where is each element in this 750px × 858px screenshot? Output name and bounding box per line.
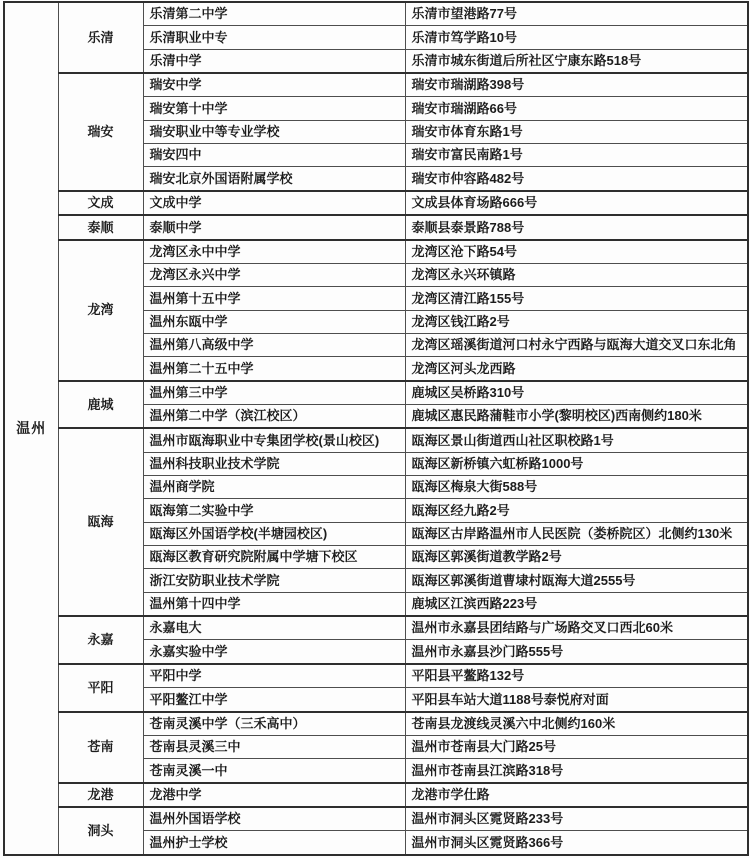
school-address-cell: 温州市永嘉县沙门路555号 — [405, 640, 748, 664]
school-name-cell: 瓯海第二实验中学 — [143, 499, 405, 522]
school-address-cell: 平阳县平鳌路132号 — [405, 664, 748, 688]
table-row — [4, 783, 748, 807]
school-address-cell: 瑞安市体育东路1号 — [405, 120, 748, 143]
school-address-cell: 瓯海区梅泉大街588号 — [405, 476, 748, 499]
school-address-cell: 龙湾区瑶溪街道河口村永宁西路与瓯海大道交叉口东北角 — [405, 333, 748, 356]
school-address-cell: 瓯海区景山街道西山社区职校路1号 — [405, 428, 748, 452]
school-name-cell: 龙湾区永兴中学 — [143, 264, 405, 287]
school-name-cell: 乐清第二中学 — [143, 2, 405, 26]
school-address-cell: 瓯海区新桥镇六虹桥路1000号 — [405, 452, 748, 475]
school-name-cell: 苍南灵溪一中 — [143, 759, 405, 783]
school-address-table — [3, 1, 749, 856]
school-address-cell: 鹿城区惠民路蒲鞋市小学(黎明校区)西南侧约180米 — [405, 405, 748, 429]
school-name-cell: 温州第八高级中学 — [143, 333, 405, 356]
school-address-cell: 文成县体育场路666号 — [405, 191, 748, 215]
table-row — [4, 215, 748, 239]
school-name-cell: 温州第二十五中学 — [143, 357, 405, 381]
school-address-cell: 瑞安市富民南路1号 — [405, 144, 748, 167]
school-address-cell: 瓯海区郭溪街道教学路2号 — [405, 546, 748, 569]
school-name-cell: 温州外国语学校 — [143, 807, 405, 831]
table-row — [4, 73, 748, 97]
table-row — [4, 381, 748, 405]
school-address-cell: 温州市洞头区霓贤路233号 — [405, 807, 748, 831]
school-address-cell: 泰顺县泰景路788号 — [405, 215, 748, 239]
school-address-cell: 龙湾区沧下路54号 — [405, 240, 748, 264]
table-row — [4, 664, 748, 688]
district-cell-9: 苍南 — [58, 712, 143, 783]
school-name-cell: 平阳中学 — [143, 664, 405, 688]
school-name-cell: 瑞安中学 — [143, 73, 405, 97]
school-name-cell: 温州市瓯海职业中专集团学校(景山校区) — [143, 428, 405, 452]
table-row — [4, 616, 748, 640]
school-address-cell: 瑞安市瑞湖路66号 — [405, 97, 748, 120]
school-name-cell: 温州第二中学（滨江校区） — [143, 405, 405, 429]
city-cell: 温州 — [4, 2, 58, 855]
school-name-cell: 永嘉电大 — [143, 616, 405, 640]
school-name-cell: 瑞安四中 — [143, 144, 405, 167]
school-name-cell: 浙江安防职业技术学院 — [143, 569, 405, 592]
school-name-cell: 瑞安北京外国语附属学校 — [143, 167, 405, 191]
district-cell-8: 平阳 — [58, 664, 143, 712]
table-row — [4, 2, 748, 26]
district-cell-2: 文成 — [58, 191, 143, 215]
district-cell-7: 永嘉 — [58, 616, 143, 664]
district-cell-4: 龙湾 — [58, 240, 143, 381]
school-address-cell: 乐清市望港路77号 — [405, 2, 748, 26]
school-name-cell: 泰顺中学 — [143, 215, 405, 239]
school-name-cell: 温州东瓯中学 — [143, 310, 405, 333]
table-row — [4, 191, 748, 215]
district-cell-1: 瑞安 — [58, 73, 143, 191]
school-name-cell: 温州商学院 — [143, 476, 405, 499]
school-address-cell: 鹿城区江滨西路223号 — [405, 592, 748, 616]
school-address-cell: 温州市苍南县大门路25号 — [405, 735, 748, 758]
school-address-cell: 瓯海区经九路2号 — [405, 499, 748, 522]
school-name-cell: 苍南县灵溪三中 — [143, 735, 405, 758]
school-name-cell: 乐清职业中专 — [143, 26, 405, 49]
district-cell-11: 洞头 — [58, 807, 143, 855]
school-name-cell: 瓯海区教育研究院附属中学塘下校区 — [143, 546, 405, 569]
school-name-cell: 文成中学 — [143, 191, 405, 215]
school-name-cell: 平阳鳌江中学 — [143, 688, 405, 712]
table-row — [4, 240, 748, 264]
school-table-body — [4, 2, 748, 855]
school-address-cell: 龙湾区河头龙西路 — [405, 357, 748, 381]
district-cell-3: 泰顺 — [58, 215, 143, 239]
school-address-cell: 乐清市笃学路10号 — [405, 26, 748, 49]
school-address-cell: 瑞安市瑞湖路398号 — [405, 73, 748, 97]
school-name-cell: 温州护士学校 — [143, 831, 405, 855]
school-address-cell: 瑞安市仲容路482号 — [405, 167, 748, 191]
district-cell-6: 瓯海 — [58, 428, 143, 616]
school-name-cell: 瑞安第十中学 — [143, 97, 405, 120]
school-address-cell: 平阳县车站大道1188号泰悦府对面 — [405, 688, 748, 712]
school-name-cell: 温州第十四中学 — [143, 592, 405, 616]
school-name-cell: 苍南灵溪中学（三禾高中） — [143, 712, 405, 736]
school-address-cell: 龙湾区永兴环镇路 — [405, 264, 748, 287]
school-name-cell: 温州第三中学 — [143, 381, 405, 405]
school-address-cell: 瓯海区郭溪街道曹埭村瓯海大道2555号 — [405, 569, 748, 592]
school-name-cell: 瓯海区外国语学校(半塘园校区) — [143, 522, 405, 545]
school-name-cell: 乐清中学 — [143, 49, 405, 73]
school-address-cell: 温州市洞头区霓贤路366号 — [405, 831, 748, 855]
school-name-cell: 龙湾区永中中学 — [143, 240, 405, 264]
table-row — [4, 807, 748, 831]
school-name-cell: 瑞安职业中等专业学校 — [143, 120, 405, 143]
school-name-cell: 温州科技职业技术学院 — [143, 452, 405, 475]
school-address-cell: 苍南县龙渡线灵溪六中北侧约160米 — [405, 712, 748, 736]
table-row — [4, 712, 748, 736]
district-cell-10: 龙港 — [58, 783, 143, 807]
school-name-cell: 龙港中学 — [143, 783, 405, 807]
district-cell-5: 鹿城 — [58, 381, 143, 429]
school-address-cell: 温州市苍南县江滨路318号 — [405, 759, 748, 783]
school-address-cell: 龙湾区钱江路2号 — [405, 310, 748, 333]
school-name-cell: 永嘉实验中学 — [143, 640, 405, 664]
school-address-cell: 龙湾区清江路155号 — [405, 287, 748, 310]
school-address-cell: 温州市永嘉县团结路与广场路交叉口西北60米 — [405, 616, 748, 640]
school-address-cell: 鹿城区吴桥路310号 — [405, 381, 748, 405]
table-row — [4, 428, 748, 452]
school-address-cell: 瓯海区古岸路温州市人民医院（娄桥院区）北侧约130米 — [405, 522, 748, 545]
district-cell-0: 乐清 — [58, 2, 143, 73]
school-address-cell: 龙港市学仕路 — [405, 783, 748, 807]
school-name-cell: 温州第十五中学 — [143, 287, 405, 310]
school-address-cell: 乐清市城东街道后所社区宁康东路518号 — [405, 49, 748, 73]
